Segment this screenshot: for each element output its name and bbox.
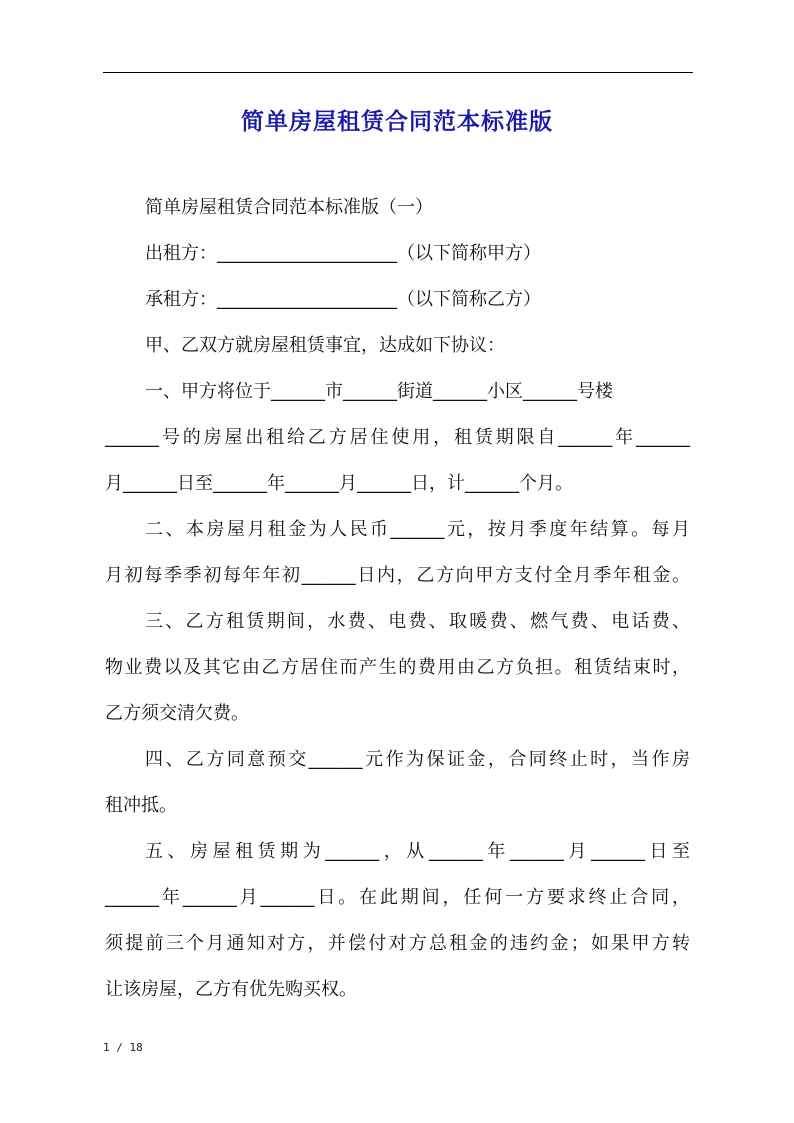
paragraph-line: ______号的房屋出租给乙方居住使用，租赁期限自______年______ [105,427,690,448]
paragraph-line: 月初每季季初每年年初______日内，乙方向甲方支付全月季年租金。 [105,565,690,586]
paragraph-line: 乙方须交清欠费。 [105,703,249,724]
page-number: 1 / 18 [103,1041,143,1054]
paragraph-line: 五、房屋租赁期为______，从______年______月______日至 [145,841,690,862]
paragraph-line: 二、本房屋月租金为人民币______元，按月季度年结算。每月 [145,519,690,540]
paragraph-line: 租冲抵。 [105,795,177,816]
header-rule [103,72,693,73]
paragraph-line: 甲、乙双方就房屋租赁事宜，达成如下协议： [145,335,505,356]
paragraph-line: 月______日至______年______月______日，计______个月。 [105,473,573,494]
document-title: 简单房屋租赁合同范本标准版 [241,109,553,135]
paragraph-line: 简单房屋租赁合同范本标准版（一） [145,197,433,218]
paragraph-line: ______年______月______日。在此期间，任何一方要求终止合同， [105,887,690,908]
document-body [105,185,690,1013]
paragraph-line: 四、乙方同意预交______元作为保证金，合同终止时，当作房 [145,749,690,770]
paragraph-line: 一、甲方将位于______市______街道______小区______号楼 [145,381,613,402]
paragraph-line: 出租方：____________________（以下简称甲方） [145,243,541,264]
paragraph-line: 承租方：____________________（以下简称乙方） [145,289,541,310]
paragraph-line: 让该房屋，乙方有优先购买权。 [105,979,357,1000]
paragraph-line: 物业费以及其它由乙方居住而产生的费用由乙方负担。租赁结束时， [105,657,690,678]
paragraph-line: 须提前三个月通知对方，并偿付对方总租金的违约金；如果甲方转 [105,933,690,954]
paragraph-line: 三、乙方租赁期间，水费、电费、取暖费、燃气费、电话费、 [145,611,690,632]
